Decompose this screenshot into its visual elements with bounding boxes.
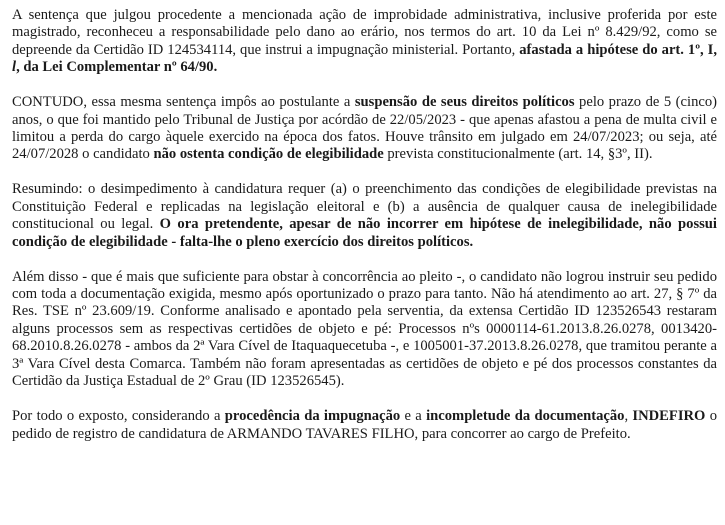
text-segment-bold-italic: l <box>12 59 17 76</box>
text-segment-bold: não ostenta condição de elegibilidade <box>153 146 384 163</box>
text-segment: e a <box>400 408 427 425</box>
text-segment-bold: suspensão de seus direitos políticos <box>354 94 575 111</box>
paragraph-conclusao <box>12 408 717 443</box>
text-segment-bold: incompletude da documentação <box>426 408 625 425</box>
text-segment: , <box>624 408 633 425</box>
document-body <box>12 7 717 443</box>
paragraph-contudo <box>12 94 717 164</box>
text-segment: Resumindo: o desimpedimento à candidatura requer (a) o preenchimento das condições de elegibilidade previstas na Constituição Federal e replicadas na legislação eleitoral e (b) a ausência de qualquer causa de inelegibilidade constitucional ou legal. <box>12 181 717 233</box>
text-segment-bold: , da Lei Complementar nº 64/90. <box>16 59 218 76</box>
text-segment-bold: afastada a hipótese do art. 1º, I, <box>519 41 717 58</box>
text-segment: prevista constitucionalmente (art. 14, §3º, II). <box>383 146 653 163</box>
text-segment-bold: INDEFIRO <box>632 408 706 425</box>
text-segment: pelo prazo de 5 (cinco) anos, o que foi mantido pelo Tribunal de Justiça por acórdão de 22/05/2023 - que apenas afastou a pena de multa civil e limitou a perda do cargo àquele exercido na época dos fatos. Houve trânsito em julgado em 24/07/2023; ou seja, até 24/07/2028 o candidato <box>12 94 718 163</box>
text-segment: Além disso - que é mais que suficiente para obstar à concorrência ao pleito -, o candidato não logrou instruir seu pedido com toda a documentação exigida, mesmo após oportunizado o prazo para tanto. Não há atendimento ao art. 27, § 7º da Res. TSE nº 23.609/19. Conforme analisado e apontado pela serventia, da extensa Certidão ID 123526543 restaram alguns processos sem as respectivas certidões de objeto e pé: Processos nºs 0000114-61.2013.8.26.0278, 0013420-68.2010.8.26.0278 - ambos da 2ª Vara Cível de Itaquaquecetuba -, e 1005001-37.2013.8.26.0278, que tramitou perante a 3ª Vara Cível desta Comarca. Também não foram apresentadas as certidões de objeto e pé dos processos constantes da Certidão da Justiça Estadual de 2º Grau (ID 123526545). <box>12 268 717 390</box>
paragraph-resumindo <box>12 181 717 251</box>
text-segment: Por todo o exposto, considerando a <box>12 408 225 425</box>
text-segment: o pedido de registro de candidatura de ARMANDO TAVARES FILHO, para concorrer ao cargo de Prefeito. <box>12 408 718 442</box>
paragraph-alem-disso <box>12 269 717 391</box>
paragraph-sentence-improbidade <box>12 7 717 77</box>
text-segment: A sentença que julgou procedente a mencionada ação de improbidade administrativa, inclusive proferida por este magistrado, reconheceu a responsabilidade pelo dano ao erário, nos termos do art. 10 da Lei nº 8.429/92, como se depreende da Certidão ID 124534114, que instrui a impugnação ministerial. Portanto, <box>12 7 717 58</box>
text-segment-bold: O ora pretendente, apesar de não incorrer em hipótese de inelegibilidade, não possui condição de elegibilidade - falta-lhe o pleno exercício dos direitos políticos. <box>12 216 717 250</box>
text-segment-bold: procedência da impugnação <box>224 408 401 425</box>
text-segment: CONTUDO, essa mesma sentença impôs ao postulante a <box>12 94 355 111</box>
